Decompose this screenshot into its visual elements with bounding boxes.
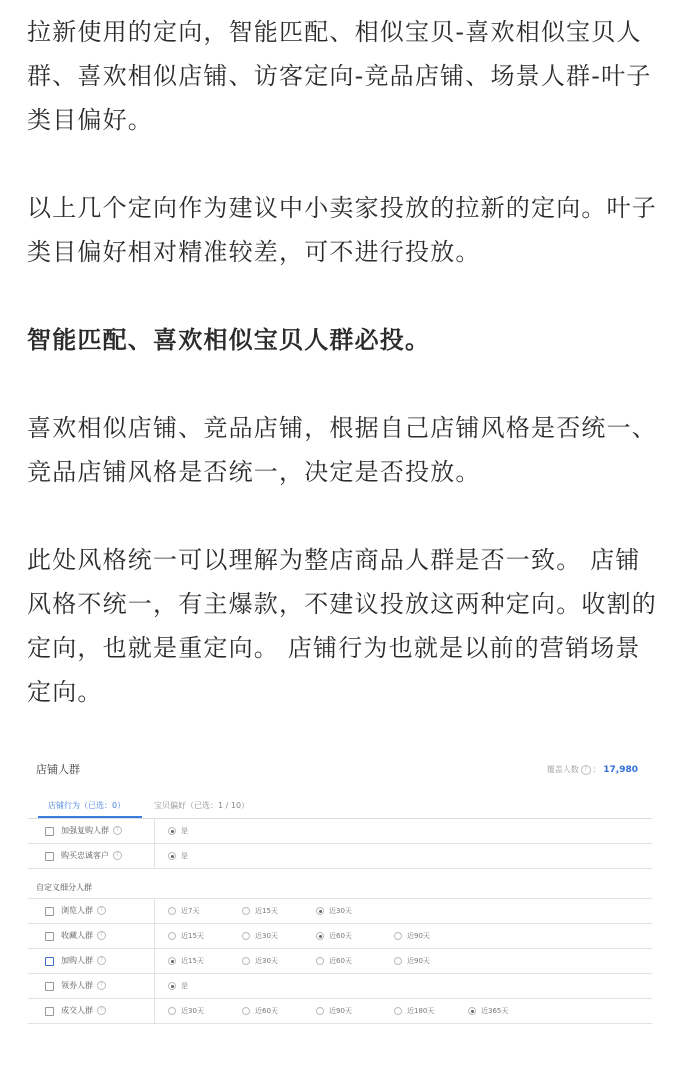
radio-empty-icon[interactable] [394, 957, 402, 965]
row-label-cell [28, 844, 155, 868]
help-icon[interactable]: ? [97, 1006, 106, 1015]
radio-option-label: 近90天 [407, 957, 430, 965]
radio-empty-icon[interactable] [168, 907, 176, 915]
radio-option[interactable] [168, 851, 188, 861]
radio-option-label: 近30天 [255, 932, 278, 940]
row-label-text: 成交人群 [61, 1006, 93, 1015]
row-label [61, 930, 106, 941]
radio-option[interactable] [168, 906, 199, 916]
row-label-text: 领券人群 [61, 981, 93, 990]
help-icon[interactable]: ? [97, 956, 106, 965]
radio-selected-icon[interactable] [316, 932, 324, 940]
radio-option[interactable] [242, 956, 278, 966]
row-label-cell [28, 819, 155, 843]
radio-option-label: 近365天 [481, 1007, 509, 1015]
radio-option[interactable] [316, 1006, 352, 1016]
coverage-label: 覆盖人数 [546, 765, 579, 774]
radio-option-label: 是 [181, 827, 188, 835]
radio-option[interactable] [316, 956, 352, 966]
panel-title: 店铺人群 [36, 763, 80, 776]
radio-empty-icon[interactable] [316, 1007, 324, 1015]
row-checkbox[interactable] [45, 957, 54, 966]
radio-empty-icon[interactable] [242, 1007, 250, 1015]
audience-row [28, 899, 652, 924]
radio-option-label: 近60天 [255, 1007, 278, 1015]
row-label-text: 浏览人群 [61, 906, 93, 915]
paragraph: 以上几个定向作为建议中小卖家投放的拉新的定向。叶子类目偏好相对精准较差，可不进行投放。 [27, 194, 657, 266]
row-label [61, 850, 122, 861]
radio-empty-icon[interactable] [242, 907, 250, 915]
radio-empty-icon[interactable] [394, 1007, 402, 1015]
radio-option-label: 近180天 [407, 1007, 435, 1015]
radio-option[interactable] [242, 931, 278, 941]
row-checkbox[interactable] [45, 907, 54, 916]
help-icon[interactable]: ? [113, 826, 122, 835]
radio-option-label: 是 [181, 982, 188, 990]
radio-selected-icon[interactable] [168, 957, 176, 965]
row-label-text: 加购人群 [61, 956, 93, 965]
row-label-text: 加强复购人群 [61, 826, 109, 835]
row-label-cell [28, 949, 155, 973]
row-label-text: 购买忠诚客户 [61, 851, 109, 860]
help-icon[interactable]: ? [581, 765, 591, 775]
audience-row [28, 974, 652, 999]
tab-item-preference[interactable]: 宝贝偏好（已选：1 / 10） [154, 801, 250, 810]
radio-option-label: 近15天 [255, 907, 278, 915]
row-checkbox[interactable] [45, 1007, 54, 1016]
row-checkbox[interactable] [45, 852, 54, 861]
row-checkbox[interactable] [45, 827, 54, 836]
row-label-cell [28, 999, 155, 1023]
radio-option[interactable] [394, 1006, 434, 1016]
row-label-cell [28, 924, 155, 948]
row-label-cell [28, 899, 155, 923]
radio-empty-icon[interactable] [316, 957, 324, 965]
paragraph: 喜欢相似店铺、竞品店铺，根据自己店铺风格是否统一、竞品店铺风格是否统一，决定是否投放。 [27, 414, 657, 486]
row-label-text: 收藏人群 [61, 931, 93, 940]
paragraph-bold: 智能匹配、喜欢相似宝贝人群必投。 [27, 326, 431, 354]
radio-option[interactable] [168, 956, 204, 966]
radio-empty-icon[interactable] [242, 957, 250, 965]
paragraph: 拉新使用的定向，智能匹配、相似宝贝-喜欢相似宝贝人群、喜欢相似店铺、访客定向-竞品店铺、场景人群-叶子类目偏好。 [27, 18, 652, 134]
radio-selected-icon[interactable] [316, 907, 324, 915]
radio-option[interactable] [242, 1006, 278, 1016]
radio-option[interactable] [242, 906, 278, 916]
radio-option[interactable] [468, 1006, 508, 1016]
row-checkbox[interactable] [45, 932, 54, 941]
audience-row [28, 844, 652, 869]
row-checkbox[interactable] [45, 982, 54, 991]
radio-option[interactable] [168, 981, 188, 991]
radio-option-label: 近90天 [329, 1007, 352, 1015]
coverage-count: 覆盖人数 ? ： 17,980 [546, 765, 638, 775]
section-title: 自定义细分人群 [36, 883, 92, 892]
help-icon[interactable]: ? [97, 906, 106, 915]
radio-selected-icon[interactable] [168, 827, 176, 835]
radio-option[interactable] [168, 826, 188, 836]
radio-option-label: 近30天 [329, 907, 352, 915]
radio-option[interactable] [394, 956, 430, 966]
radio-selected-icon[interactable] [168, 982, 176, 990]
radio-option[interactable] [168, 1006, 204, 1016]
paragraph: 此处风格统一可以理解为整店商品人群是否一致。 店铺风格不统一，有主爆款，不建议投放这两种定向。收割的定向，也就是重定向。 店铺行为也就是以前的营销场景定向。 [27, 546, 657, 706]
radio-empty-icon[interactable] [168, 1007, 176, 1015]
radio-option[interactable] [316, 931, 352, 941]
radio-option-label: 近7天 [181, 907, 200, 915]
radio-option-label: 近90天 [407, 932, 430, 940]
radio-option-label: 近15天 [181, 957, 204, 965]
help-icon[interactable]: ? [97, 931, 106, 940]
radio-option[interactable] [168, 931, 204, 941]
audience-row [28, 949, 652, 974]
radio-selected-icon[interactable] [168, 852, 176, 860]
row-label [61, 955, 106, 966]
audience-row [28, 999, 652, 1024]
radio-option-label: 近30天 [181, 1007, 204, 1015]
help-icon[interactable]: ? [97, 981, 106, 990]
tab-store-behavior[interactable]: 店铺行为（已选：0） [48, 801, 126, 810]
radio-option-label: 近15天 [181, 932, 204, 940]
radio-option-label: 近60天 [329, 932, 352, 940]
row-label [61, 825, 122, 836]
row-label [61, 980, 106, 991]
row-label-cell [28, 974, 155, 998]
radio-empty-icon[interactable] [242, 932, 250, 940]
radio-option-label: 是 [181, 852, 188, 860]
radio-option[interactable] [394, 931, 430, 941]
behavior-table [28, 819, 652, 869]
radio-option-label: 近60天 [329, 957, 352, 965]
audience-row [28, 819, 652, 844]
row-label [61, 1005, 106, 1016]
radio-empty-icon[interactable] [168, 932, 176, 940]
radio-selected-icon[interactable] [468, 1007, 476, 1015]
tab-bar [28, 792, 652, 819]
store-audience-panel [28, 752, 652, 1032]
article-body [27, 10, 657, 758]
audience-row [28, 924, 652, 949]
row-label [61, 905, 106, 916]
radio-option-label: 近30天 [255, 957, 278, 965]
radio-empty-icon[interactable] [394, 932, 402, 940]
coverage-value: 17,980 [603, 765, 638, 775]
custom-segment-table [28, 898, 652, 1024]
radio-option[interactable] [316, 906, 352, 916]
active-tab-indicator [38, 816, 142, 818]
help-icon[interactable]: ? [113, 851, 122, 860]
